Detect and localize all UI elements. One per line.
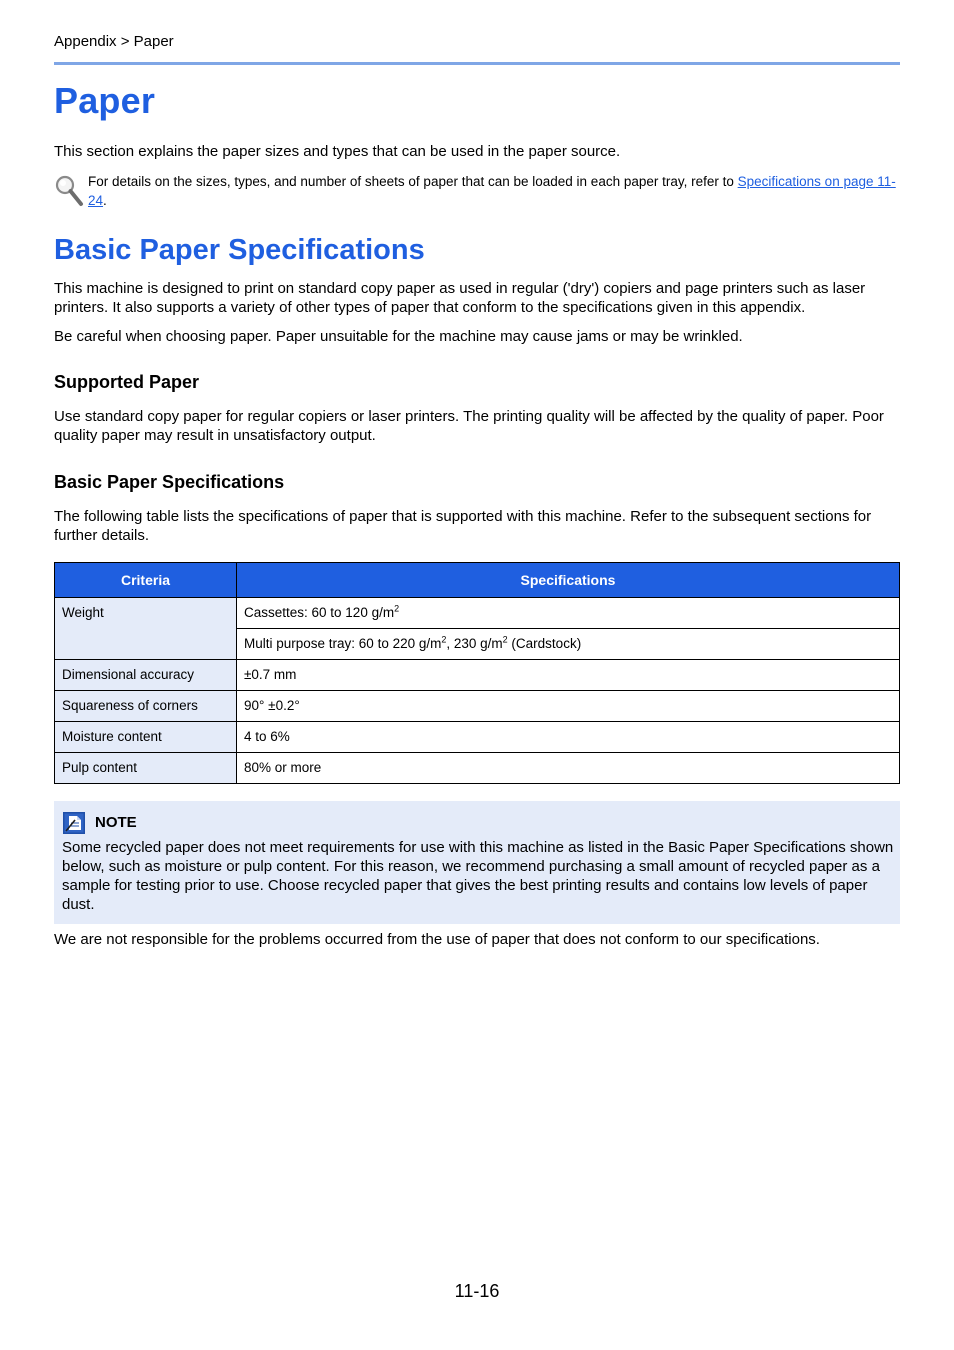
note-title: NOTE [95, 814, 137, 831]
table-row [55, 691, 900, 722]
spec-weight-mp [237, 629, 900, 660]
specifications-link[interactable]: Specifications on page 11-24 [88, 174, 896, 208]
criteria-cell: Pulp content [55, 753, 237, 784]
header-criteria: Criteria [55, 563, 237, 598]
superscript: 2 [441, 634, 447, 645]
spec-weight-cassette [237, 598, 900, 629]
note-text: Some recycled paper does not meet requirements for use with this machine as listed in the Basic Paper Specifications shown below, such as moisture or pulp content. For this reason, we recommend purchasing a small amount of recycled paper as a sample for testing prior to use. Choose recycled paper that gives the best printing results and contains low levels of paper dust. [62, 839, 894, 913]
breadcrumb: Appendix > Paper [54, 33, 174, 50]
supported-paper-text: Use standard copy paper for regular copiers or laser printers. The printing quality will be affected by the quality of paper. Poor quality paper may result in unsatisfactory output. [54, 408, 884, 444]
spec-text: Multi purpose tray: 60 to 220 g/m [244, 636, 442, 651]
basic-specs-text: The following table lists the specifications of paper that is supported with this machine. Refer to the subsequent sections for further details. [54, 508, 872, 544]
section-title: Basic Paper Specifications [54, 234, 425, 266]
reference-prefix: For details on the sizes, types, and number of sheets of paper that can be loaded in each paper tray, refer to [88, 174, 738, 189]
criteria-cell: Moisture content [55, 722, 237, 753]
spec-text: (Cardstock) [507, 636, 582, 651]
criteria-weight: Weight [55, 598, 237, 660]
spec-text: Cassettes: 60 to 120 g/m [244, 605, 395, 620]
page-number: 11-16 [454, 1281, 500, 1301]
superscript: 2 [502, 634, 508, 645]
reference-suffix: . [103, 193, 107, 208]
header-specifications: Specifications [237, 563, 900, 598]
spec-text: , 230 g/m [446, 636, 503, 651]
header-rule [54, 62, 900, 65]
table-row [55, 722, 900, 753]
intro-text: This section explains the paper sizes and types that can be used in the paper source. [54, 143, 621, 160]
table-header-row [55, 563, 900, 598]
table-row [55, 598, 900, 629]
table-row [55, 660, 900, 691]
spec-table [54, 562, 900, 784]
supported-paper-heading: Supported Paper [54, 372, 200, 392]
note-box [54, 801, 900, 924]
criteria-cell: Dimensional accuracy [55, 660, 237, 691]
spec-cell: 90° ±0.2° [237, 691, 900, 722]
disclaimer-text: We are not responsible for the problems occurred from the use of paper that does not conform to our specifications. [54, 931, 820, 948]
spec-cell: 80% or more [237, 753, 900, 784]
basic-specs-heading: Basic Paper Specifications [54, 472, 285, 492]
section-paragraph-1: This machine is designed to print on standard copy paper as used in regular ('dry') copiers and page printers such as laser printers. It also supports a variety of other types of paper that conform to the specifications given in this appendix. [54, 280, 866, 316]
criteria-cell: Squareness of corners [55, 691, 237, 722]
spec-cell: ±0.7 mm [237, 660, 900, 691]
spec-cell: 4 to 6% [237, 722, 900, 753]
table-row [55, 753, 900, 784]
note-icon [63, 812, 85, 834]
section-paragraph-2: Be careful when choosing paper. Paper unsuitable for the machine may cause jams or may be wrinkled. [54, 328, 743, 345]
superscript: 2 [394, 603, 400, 614]
magnifier-icon [54, 174, 84, 208]
reference-note [88, 172, 900, 210]
page-title: Paper [54, 80, 156, 121]
